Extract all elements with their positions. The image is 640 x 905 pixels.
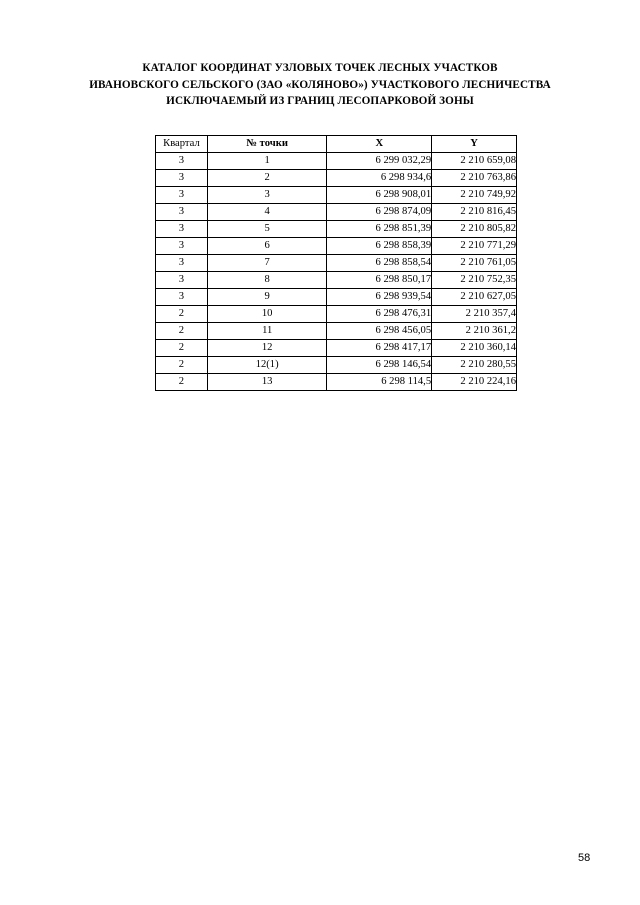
cell-kvartal: 3 [156, 238, 208, 255]
table-row [156, 153, 517, 170]
cell-x: 6 298 417,17 [327, 340, 432, 357]
cell-point: 9 [207, 289, 327, 306]
cell-kvartal: 2 [156, 340, 208, 357]
cell-x: 6 298 476,31 [327, 306, 432, 323]
cell-x: 6 298 858,39 [327, 238, 432, 255]
cell-x: 6 298 874,09 [327, 204, 432, 221]
cell-x: 6 298 851,39 [327, 221, 432, 238]
header-x: X [327, 136, 432, 153]
cell-y: 2 210 771,29 [432, 238, 517, 255]
cell-kvartal: 2 [156, 306, 208, 323]
document-title [0, 60, 640, 110]
cell-point: 11 [207, 323, 327, 340]
cell-kvartal: 3 [156, 170, 208, 187]
header-kvartal: Квартал [156, 136, 208, 153]
cell-y: 2 210 357,4 [432, 306, 517, 323]
table-row [156, 255, 517, 272]
cell-point: 5 [207, 221, 327, 238]
table-row [156, 374, 517, 391]
cell-point: 8 [207, 272, 327, 289]
cell-kvartal: 3 [156, 221, 208, 238]
cell-y: 2 210 805,82 [432, 221, 517, 238]
cell-kvartal: 3 [156, 289, 208, 306]
cell-x: 6 298 858,54 [327, 255, 432, 272]
cell-y: 2 210 360,14 [432, 340, 517, 357]
cell-kvartal: 3 [156, 187, 208, 204]
cell-point: 4 [207, 204, 327, 221]
cell-point: 10 [207, 306, 327, 323]
title-line-1: КАТАЛОГ КООРДИНАТ УЗЛОВЫХ ТОЧЕК ЛЕСНЫХ УЧАСТКОВ [142, 62, 498, 74]
table-row [156, 289, 517, 306]
cell-y: 2 210 752,35 [432, 272, 517, 289]
table-row [156, 170, 517, 187]
cell-y: 2 210 361,2 [432, 323, 517, 340]
cell-kvartal: 3 [156, 272, 208, 289]
table-row [156, 306, 517, 323]
cell-x: 6 298 934,6 [327, 170, 432, 187]
table-row [156, 238, 517, 255]
title-line-3: ИСКЛЮЧАЕМЫЙ ИЗ ГРАНИЦ ЛЕСОПАРКОВОЙ ЗОНЫ [166, 95, 474, 107]
cell-x: 6 298 939,54 [327, 289, 432, 306]
header-y: Y [432, 136, 517, 153]
table-row [156, 221, 517, 238]
table-row [156, 187, 517, 204]
table-row [156, 323, 517, 340]
title-line-2: ИВАНОВСКОГО СЕЛЬСКОГО (ЗАО «КОЛЯНОВО») УЧАСТКОВОГО ЛЕСНИЧЕСТВА [89, 78, 551, 91]
cell-x: 6 299 032,29 [327, 153, 432, 170]
cell-kvartal: 3 [156, 153, 208, 170]
cell-kvartal: 3 [156, 204, 208, 221]
cell-y: 2 210 627,05 [432, 289, 517, 306]
cell-x: 6 298 456,05 [327, 323, 432, 340]
coordinates-table [155, 135, 517, 391]
cell-x: 6 298 146,54 [327, 357, 432, 374]
cell-point: 12 [207, 340, 327, 357]
header-point-number: № точки [207, 136, 327, 153]
table-row [156, 204, 517, 221]
cell-kvartal: 2 [156, 357, 208, 374]
cell-point: 7 [207, 255, 327, 272]
table-row [156, 340, 517, 357]
cell-x: 6 298 114,5 [327, 374, 432, 391]
cell-y: 2 210 749,92 [432, 187, 517, 204]
cell-y: 2 210 659,08 [432, 153, 517, 170]
cell-point: 3 [207, 187, 327, 204]
cell-point: 13 [207, 374, 327, 391]
cell-point: 12(1) [207, 357, 327, 374]
page-number: 58 [578, 852, 591, 864]
table-row [156, 357, 517, 374]
table-row [156, 272, 517, 289]
cell-kvartal: 2 [156, 323, 208, 340]
cell-y: 2 210 763,86 [432, 170, 517, 187]
cell-y: 2 210 280,55 [432, 357, 517, 374]
cell-point: 6 [207, 238, 327, 255]
table-header-row [156, 136, 517, 153]
cell-y: 2 210 761,05 [432, 255, 517, 272]
cell-y: 2 210 224,16 [432, 374, 517, 391]
cell-kvartal: 2 [156, 374, 208, 391]
cell-x: 6 298 850,17 [327, 272, 432, 289]
cell-point: 1 [207, 153, 327, 170]
cell-point: 2 [207, 170, 327, 187]
cell-x: 6 298 908,01 [327, 187, 432, 204]
cell-kvartal: 3 [156, 255, 208, 272]
cell-y: 2 210 816,45 [432, 204, 517, 221]
